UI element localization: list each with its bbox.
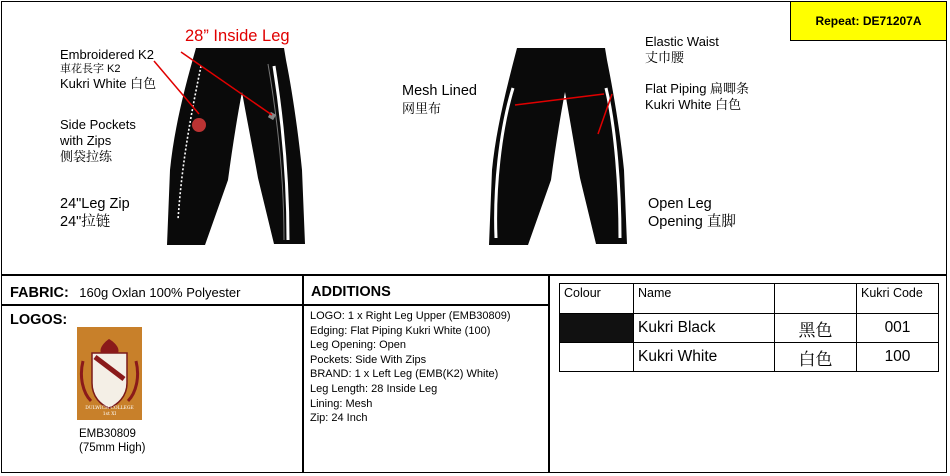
header-name: Name [634,284,775,314]
colour-swatch [560,314,634,343]
zip-line2: 24"拉链 [60,214,111,230]
colour-name: Kukri White [634,343,775,372]
colour-swatch [560,343,634,372]
zip-line1: 24"Leg Zip [60,196,130,212]
embroidered-line1: Embroidered K2 [60,47,154,62]
piping-line2: Kukri White 白色 [645,97,742,112]
additions-line: Leg Length: 28 Inside Leg [310,382,438,395]
mesh-line1: Mesh Lined [402,83,477,99]
repeat-label: Repeat: DE71207A [815,14,922,28]
piping-line1: Flat Piping 扁唧条 [645,81,750,96]
colour-code: 100 [857,343,939,372]
header-colour: Colour [560,284,634,314]
crest-text1: DULWICH COLLEGE [85,406,134,411]
colour-table-header [560,284,939,314]
embroidered-callout [60,47,156,92]
section-divider-header [1,304,548,306]
additions-line: BRAND: 1 x Left Leg (EMB(K2) White) [310,368,499,381]
colour-name: Kukri Black [634,314,775,343]
section-divider-top [1,274,947,276]
additions-line: Leg Opening: Open [310,339,407,352]
embroidered-line3: Kukri White 白色 [60,76,157,91]
open-line2: Opening 直脚 [648,214,736,230]
additions-line: Lining: Mesh [310,397,373,410]
zip-callout [60,195,130,231]
pockets-line2: with Zips [60,133,112,148]
colour-row [560,343,939,372]
logos-title: LOGOS: [10,312,68,328]
mesh-line2: 网里布 [402,101,442,116]
fabric-row [10,284,240,302]
piping-callout [645,81,749,113]
back-pants-drawing [489,48,627,245]
front-pants-drawing [154,48,305,245]
crest-text2: 1st XI [102,412,117,417]
pockets-callout [60,117,136,165]
logo-code: EMB30809 [79,428,136,440]
mesh-callout [402,82,477,118]
additions-line: Edging: Flat Piping Kukri White (100) [310,324,491,337]
colour-code: 001 [857,314,939,343]
embroidered-line2: 車花長字 K2 [60,63,121,75]
section-divider-right [548,274,550,473]
waist-callout [645,34,719,66]
crest-logo [77,327,142,420]
open-leg-callout [648,195,736,231]
additions-list [310,309,511,426]
additions-line: Zip: 24 Inch [310,412,368,425]
inside-leg-label: 28” Inside Leg [185,27,290,45]
additions-line: Pockets: Side With Zips [310,353,427,366]
colour-row [560,314,939,343]
header-blank [775,284,857,314]
front-crest-mark [192,118,206,132]
section-divider-left [302,274,304,473]
logo-size: (75mm High) [79,442,146,454]
pockets-line3: 侧袋拉练 [60,149,113,164]
pockets-line1: Side Pockets [60,117,136,132]
colour-name-cn: 白色 [775,343,857,372]
logo-caption [79,427,145,455]
header-code: Kukri Code [857,284,939,314]
colour-name-cn: 黑色 [775,314,857,343]
waist-line1: Elastic Waist [645,34,719,49]
additions-line: LOGO: 1 x Right Leg Upper (EMB30809) [310,310,511,322]
additions-title: ADDITIONS [311,284,391,300]
waist-line2: 丈巾腰 [645,50,685,65]
fabric-title: FABRIC: [10,285,69,301]
colour-table [559,283,939,372]
open-line1: Open Leg [648,196,712,212]
fabric-value: 160g Oxlan 100% Polyester [79,285,241,300]
